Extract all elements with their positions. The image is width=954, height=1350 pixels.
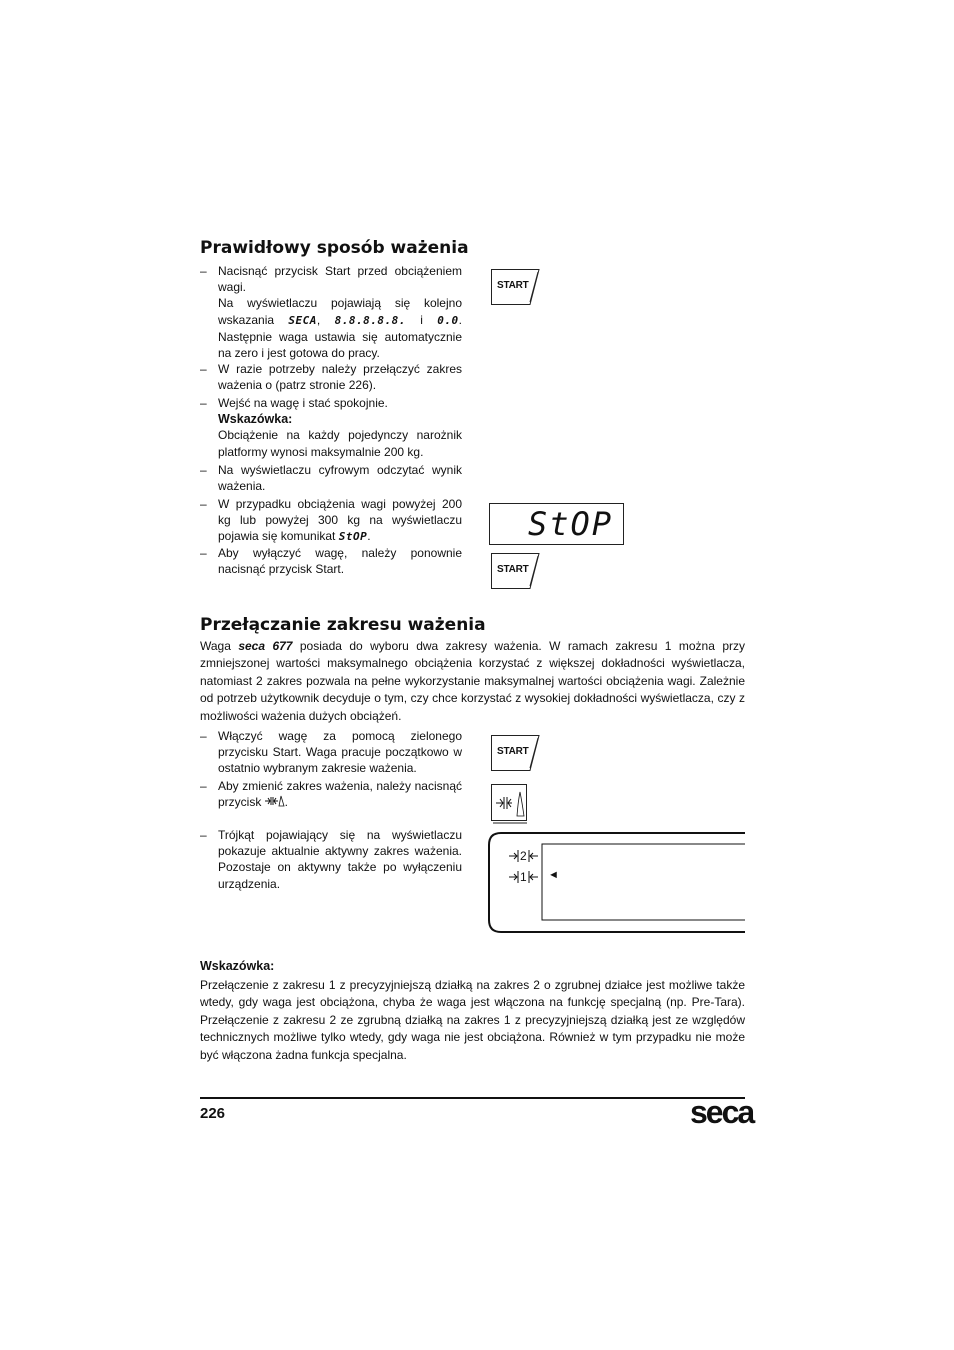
list-item: – Nacisnąć przycisk Start przed obciążeniem wagi. Na wyświetlaczu pojawiają się kolejno wskazania SECA, 8.8.8.8.8. i 0.0. Następnie waga ustawia się automatycznie na zero i jest gotowa do pracy. [200,264,462,361]
note-text: Obciążenie na każdy pojedynczy narożnik platformy wynosi maksymalnie 200 kg. [218,428,462,459]
model-name: seca 677 [238,639,293,653]
start-button[interactable]: START [491,553,541,589]
list-item-text: Na wyświetlaczu pojawiają się kolejno wskazania SECA, 8.8.8.8.8. i 0.0. Następnie waga ustawia się automatycznie na zero i jest gotowa do pracy. [218,296,462,361]
intro-paragraph: Waga seca 677 posiada do wyboru dwa zakresy ważenia. W ramach zakresu 1 można przy zmniejszonej wartości maksymalnego obciążenia korzystać z większej dokładności wyświetlacza, natomiast 2 zakres pozwala na pełne wykorzystanie maksymalnej wartości obciążenia wagi. Zależnie od potrzeb użytkownik decyduje o tym, czy chce korzystać z wysokiej dokładności wyświetlacza, czy z możliwości ważenia dużych obciążeń. [200,639,745,723]
range-switch-button[interactable] [491,784,529,824]
list-item: – Aby zmienić zakres ważenia, należy nacisnąć przycisk . [200,779,462,810]
list-item: – Trójkąt pojawiający się na wyświetlaczu pokazuje aktualnie aktywny zakres ważenia. Pozostaje on aktywny także po wyłączeniu urządzenia. [200,828,462,891]
list-item-text: Nacisnąć przycisk Start przed obciążeniem wagi. [218,264,462,295]
page-number: 226 [200,1105,226,1122]
start-button[interactable]: START [491,269,541,305]
list-item: – Na wyświetlaczu cyfrowym odczytać wynik ważenia. [200,463,462,494]
range-2-label: 2 [520,849,527,863]
display-text: 8.8.8.8.8. [334,313,406,327]
list-item: – Wejść na wagę i stać spokojnie. Wskazówka: Obciążenie na każdy pojedynczy narożnik platformy wynosi maksymalnie 200 kg. [200,396,462,459]
list-item: – W razie potrzeby należy przełączyć zakres ważenia o (patrz stronie 226). [200,362,462,393]
display-text: 0.0 [437,313,459,327]
range-switch-icon [491,784,529,824]
active-range-indicator: ◄ [548,869,559,881]
range-switch-icon [265,795,285,807]
seca-logo: seca [690,1094,754,1130]
note-text: Przełączenie z zakresu 1 z precyzyjniejszą działką na zakres 2 o zgrubnej działce jest możliwe także wtedy, gdy waga jest obciążona, chyba że waga jest włączona na funkcję specjalną (np. Pre-Tara). Przełączenie z zakresu 2 ze zgrubną działką na zakres 1 z precyzyjniejszą działką jest ze względów technicznych możliwe tylko wtedy, gdy waga nie jest obciążona. Również w tym przypadku nie może być włączona żadna funkcja specjalna. [200,978,745,1062]
display-stop: StOP [489,503,624,545]
start-button[interactable]: START [491,735,541,771]
section-heading-range: Przełączanie zakresu ważenia [200,615,486,635]
display-text: StOP [338,530,368,544]
footer-divider [200,1097,745,1099]
note-label: Wskazówka: [218,412,293,427]
list-item: – Aby wyłączyć wagę, należy ponownie nacisnąć przycisk Start. [200,546,462,577]
note-label: Wskazówka: [200,959,275,973]
display-text: SECA [288,313,317,327]
section-heading-weighing: Prawidłowy sposób ważenia [200,238,469,258]
list-item: – W przypadku obciążenia wagi powyżej 200 kg lub powyżej 300 kg na wyświetlaczu pojawia się komunikat StOP. [200,497,462,544]
list-item: – Włączyć wagę za pomocą zielonego przycisku Start. Waga pracuje początkowo w ostatnio wybranym zakresie ważenia. [200,729,462,776]
range-1-label: 1 [520,870,527,884]
